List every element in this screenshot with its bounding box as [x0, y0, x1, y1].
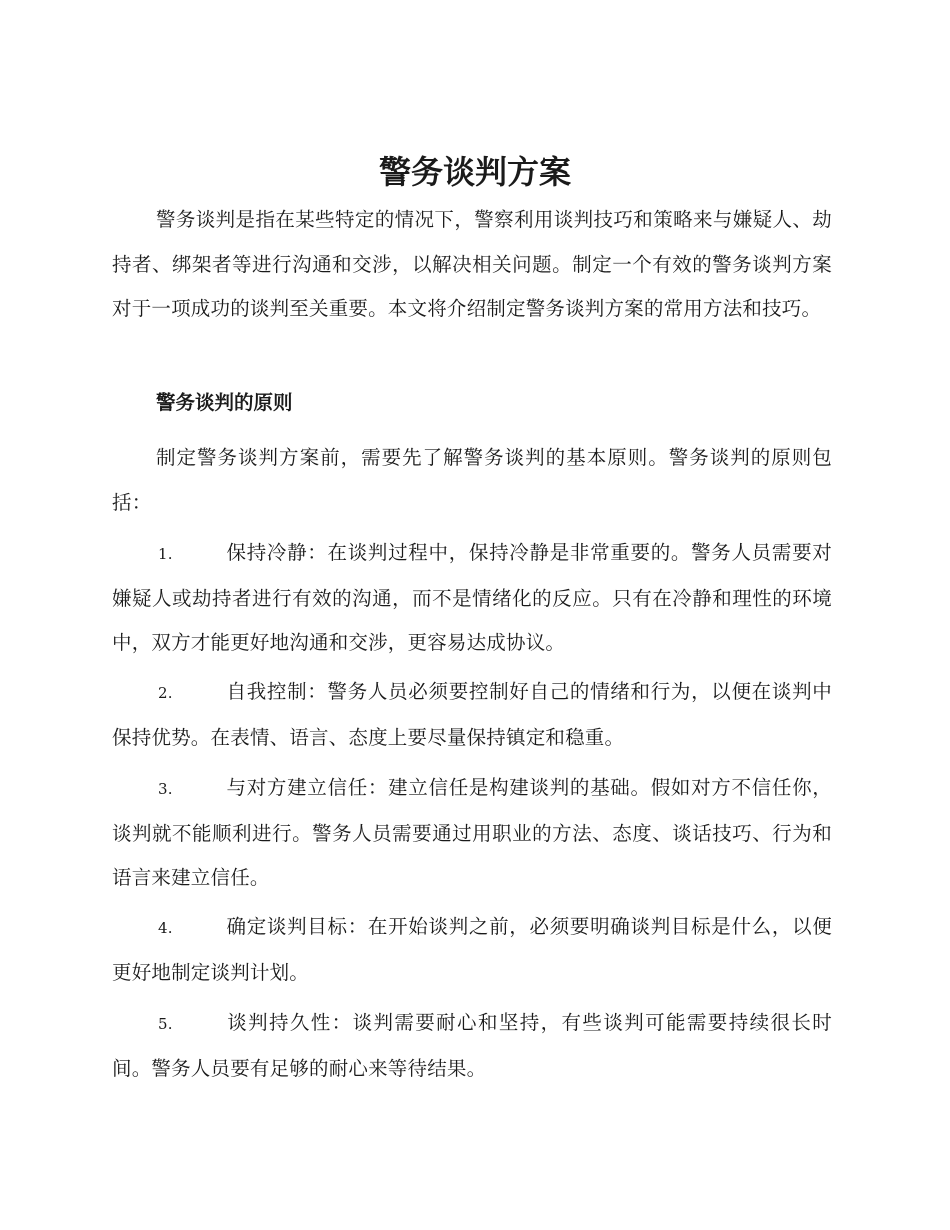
list-item — [112, 531, 832, 666]
section-intro-paragraph: 制定警务谈判方案前，需要先了解警务谈判的基本原则。警务谈判的原则包括： — [112, 446, 832, 514]
list-item-text: 自我控制：警务人员必须要控制好自己的情绪和行为，以便在谈判中保持优势。在表情、语言、态度上要尽量保持镇定和稳重。 — [112, 680, 832, 749]
intro-paragraph: 警务谈判是指在某些特定的情况下，警察利用谈判技巧和策略来与嫌疑人、劫持者、绑架者等进行沟通和交涉，以解决相关问题。制定一个有效的警务谈判方案对于一项成功的谈判至关重要。本文将介绍制定警务谈判方案的常用方法和技巧。 — [112, 208, 832, 320]
list-item-number: 1. — [158, 545, 173, 563]
list-item-text: 保持冷静：在谈判过程中，保持冷静是非常重要的。警务人员需要对嫌疑人或劫持者进行有效的沟通，而不是情绪化的反应。只有在冷静和理性的环境中，双方才能更好地沟通和交涉，更容易达成协议。 — [112, 541, 832, 654]
list-item — [112, 670, 832, 760]
list-item-text: 确定谈判目标：在开始谈判之前，必须要明确谈判目标是什么，以便更好地制定谈判计划。 — [112, 915, 832, 984]
section-heading: 警务谈判的原则 — [156, 391, 293, 414]
list-item — [112, 766, 832, 901]
document-title: 警务谈判方案 — [378, 153, 571, 191]
list-item-text: 谈判持久性：谈判需要耐心和坚持，有些谈判可能需要持续很长时间。警务人员要有足够的耐心来等待结果。 — [112, 1011, 832, 1080]
list-item-number: 4. — [158, 919, 173, 937]
list-item-number: 3. — [158, 780, 173, 798]
list-item — [112, 1001, 832, 1091]
list-item-number: 5. — [158, 1015, 173, 1033]
list-item-number: 2. — [158, 684, 173, 702]
list-item-text: 与对方建立信任：建立信任是构建谈判的基础。假如对方不信任你，谈判就不能顺利进行。警务人员需要通过用职业的方法、态度、谈话技巧、行为和语言来建立信任。 — [112, 776, 832, 889]
list-item — [112, 905, 832, 995]
